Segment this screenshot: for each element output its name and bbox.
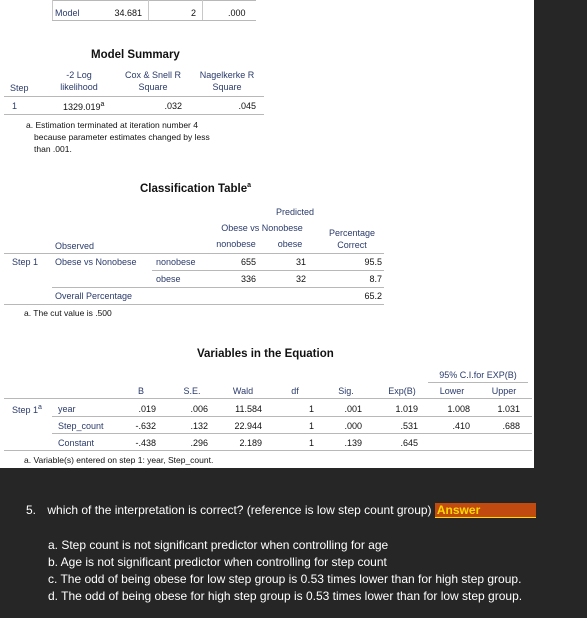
- col-df: df: [291, 386, 299, 396]
- divider: [4, 304, 384, 305]
- cell-nonobese-obese: 31: [295, 257, 306, 267]
- col-upper: Upper: [491, 386, 517, 396]
- question-number: 5.: [26, 503, 37, 517]
- variables-title: Variables in the Equation: [197, 348, 334, 360]
- option-a[interactable]: a. Step count is not significant predictor when controlling for age: [48, 538, 389, 552]
- omnibus-df: 2: [190, 8, 196, 18]
- var-constant-sig: .139: [344, 438, 362, 448]
- nagelkerke-header-2: Square: [212, 82, 242, 92]
- coxsnell-value: .032: [164, 101, 182, 111]
- option-d[interactable]: d. The odd of being obese for high step group is 0.53 times lower than for low step group.: [48, 589, 523, 603]
- loglik-value: 1329.019$^a$: [63, 101, 105, 112]
- var-year-df: 1: [308, 404, 314, 414]
- var-step-count-expb: .531: [400, 421, 418, 431]
- var-constant-expb: .645: [400, 438, 418, 448]
- col-se: S.E.: [183, 386, 201, 396]
- var-step-count-wald: 22.944: [234, 421, 262, 431]
- var-constant-wald: 2.189: [239, 438, 262, 448]
- var-constant-df: 1: [308, 438, 314, 448]
- omnibus-chi-square: 34.681: [114, 8, 142, 18]
- model-summary-step-header: Step: [10, 83, 29, 93]
- nagelkerke-header-1: Nagelkerke R: [199, 70, 255, 80]
- classification-footnote: a. The cut value is .500: [24, 308, 112, 318]
- predicted-header: Predicted: [276, 207, 315, 217]
- col-lower: Lower: [439, 386, 465, 396]
- cell-obese-pct: 8.7: [369, 274, 382, 284]
- var-year-wald: 11.584: [235, 404, 262, 414]
- dependent-header: Obese vs Nonobese: [221, 223, 303, 233]
- divider: [4, 114, 264, 115]
- var-step-count-b: -.632: [135, 421, 156, 431]
- pred-col-obese: obese: [277, 239, 303, 249]
- var-year-sig: .001: [344, 404, 362, 414]
- var-name-step-count: Step_count: [58, 421, 104, 431]
- pred-col-nonobese: nonobese: [216, 239, 256, 249]
- divider: [52, 416, 532, 417]
- divider: [148, 0, 149, 20]
- var-year-expb: 1.019: [395, 404, 418, 414]
- col-b: B: [137, 386, 144, 396]
- row-label-nonobese: nonobese: [156, 257, 196, 267]
- loglik-header-2: likelihood: [60, 82, 98, 92]
- model-summary-footnote-1: a. Estimation terminated at iteration number 4: [26, 120, 198, 130]
- var-year-upper: 1.031: [497, 404, 520, 414]
- ci-header: 95% C.I.for EXP(B): [439, 370, 517, 380]
- row-label-obese: obese: [156, 274, 181, 284]
- model-summary-footnote-2: because parameter estimates changed by less: [34, 132, 210, 142]
- divider: [152, 270, 384, 271]
- var-step-count-df: 1: [308, 421, 314, 431]
- option-b[interactable]: b. Age is not significant predictor when controlling for step count: [48, 555, 387, 569]
- col-sig: Sig.: [338, 386, 354, 396]
- coxsnell-header-2: Square: [138, 82, 168, 92]
- var-year-lower: 1.008: [447, 404, 470, 414]
- divider: [4, 450, 532, 451]
- nagelkerke-value: .045: [238, 101, 256, 111]
- classification-step-label: Step 1: [12, 257, 39, 267]
- var-step-count-lower: .410: [452, 421, 470, 431]
- divider: [202, 0, 203, 20]
- omnibus-row-label: Model: [55, 8, 80, 18]
- divider: [52, 20, 256, 21]
- divider: [428, 382, 528, 383]
- loglik-header-1: -2 Log: [66, 70, 92, 80]
- model-summary-title: Model Summary: [91, 49, 180, 61]
- var-constant-b: -.438: [135, 438, 156, 448]
- classification-row-variable: Obese vs Nonobese: [55, 257, 137, 267]
- var-step-count-se: .132: [190, 421, 208, 431]
- overall-percentage-value: 65.2: [364, 291, 382, 301]
- observed-header: Observed: [55, 241, 95, 251]
- var-step-count-sig: .000: [344, 421, 362, 431]
- cell-obese-obese: 32: [295, 274, 306, 284]
- var-constant-se: .296: [190, 438, 208, 448]
- percentage-header-1: Percentage: [328, 228, 376, 238]
- percentage-header-2: Correct: [337, 240, 367, 250]
- variables-footnote: a. Variable(s) entered on step 1: year, Step_count.: [24, 455, 214, 465]
- divider: [52, 287, 384, 288]
- var-year-se: .006: [190, 404, 208, 414]
- model-summary-footnote-3: than .001.: [34, 144, 72, 154]
- answer-field[interactable]: Answer: [435, 503, 536, 518]
- divider: [52, 0, 53, 20]
- divider: [52, 433, 532, 434]
- model-summary-step-value: 1: [12, 101, 18, 111]
- var-name-year: year: [58, 404, 76, 414]
- cell-nonobese-pct: 95.5: [364, 257, 382, 267]
- divider: [4, 253, 384, 254]
- cell-obese-nonobese: 336: [240, 274, 256, 284]
- var-name-constant: Constant: [58, 438, 95, 448]
- option-c[interactable]: c. The odd of being obese for low step group is 0.53 times lower than for high step group.: [48, 572, 522, 586]
- question-line: [26, 503, 536, 518]
- omnibus-sig: .000: [228, 8, 246, 18]
- divider: [4, 96, 264, 97]
- question-text: which of the interpretation is correct? (reference is low step count group): [47, 503, 432, 517]
- var-year-b: .019: [138, 404, 156, 414]
- overall-percentage-label: Overall Percentage: [55, 291, 133, 301]
- col-wald: Wald: [232, 386, 254, 396]
- variables-step-label: Step 1$^a$: [12, 404, 42, 415]
- var-step-count-upper: .688: [502, 421, 520, 431]
- col-expb: Exp(B): [388, 386, 416, 396]
- cell-nonobese-nonobese: 655: [240, 257, 256, 267]
- divider: [4, 398, 532, 399]
- divider: [52, 0, 256, 1]
- coxsnell-header-1: Cox & Snell R: [124, 70, 182, 80]
- classification-title: Classification Table$^a$: [140, 182, 252, 195]
